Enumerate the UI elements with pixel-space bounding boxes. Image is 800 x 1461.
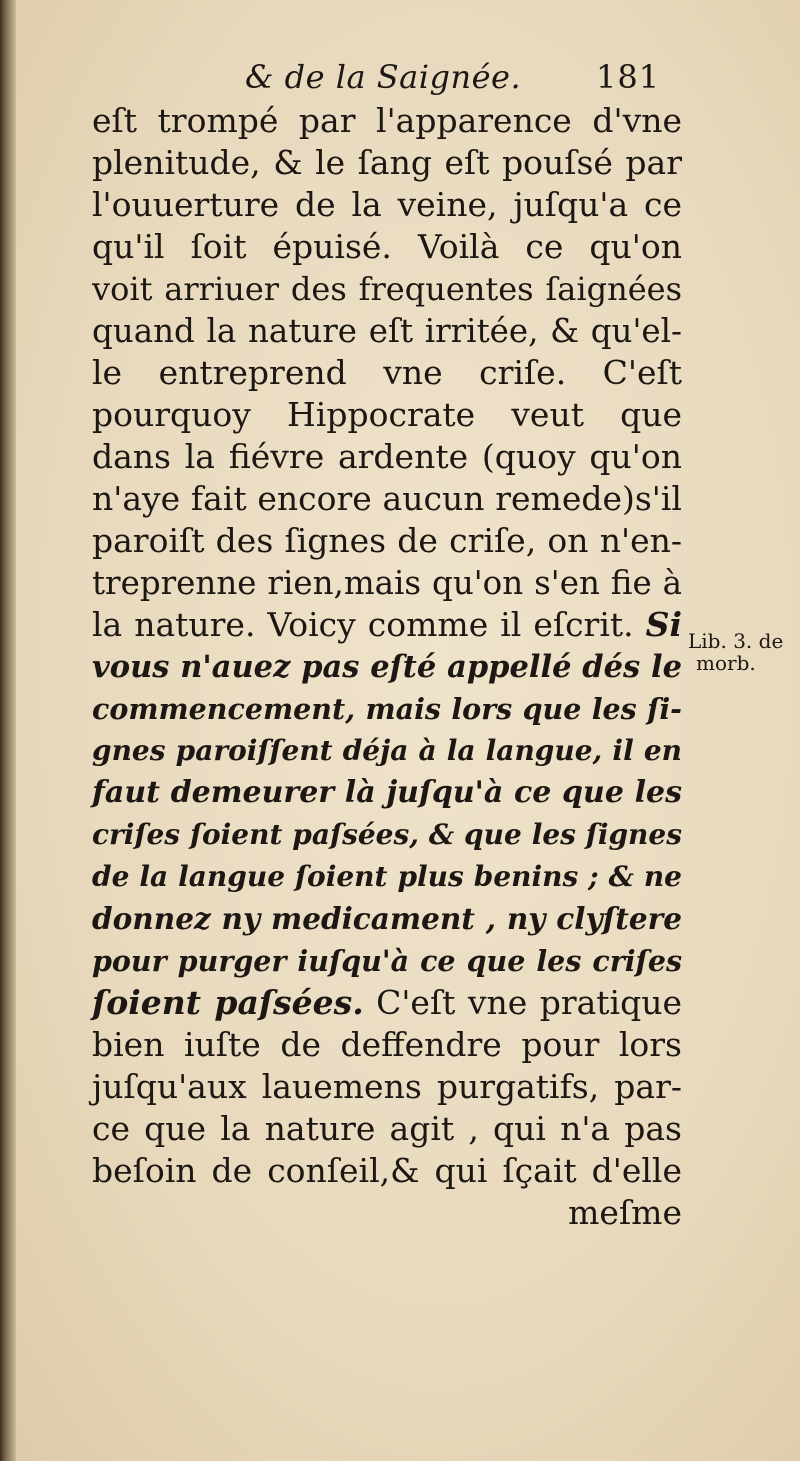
quote-line: commencement, mais lors que les ſi- xyxy=(92,692,682,726)
running-head xyxy=(0,58,800,102)
text-line: voit arriuer des frequentes ſaignées xyxy=(92,270,682,308)
text-line-roman: la nature. Voicy comme il eſcrit. xyxy=(92,605,634,644)
quote-line: faut demeurer là juſqu'à ce que les xyxy=(92,775,682,810)
text-line: beſoin de conſeil,& qui ſçait d'elle xyxy=(92,1151,682,1190)
text-line: ce que la nature agit , qui n'a pas xyxy=(92,1109,682,1148)
catchword: meſme xyxy=(568,1193,682,1232)
text-line: juſqu'aux lauemens purgatifs, par- xyxy=(92,1067,682,1106)
quote-line: de la langue ſoient plus benins ; & ne xyxy=(92,860,682,893)
text-line: bien iuſte de deffendre pour lors xyxy=(92,1025,682,1064)
margin-note-line: morb. xyxy=(696,651,756,675)
quote-end-italic: ſoient paſsées. xyxy=(92,983,364,1022)
running-title: & de la Saignée. xyxy=(245,58,522,96)
text-line: n'aye fait encore aucun remede)s'il xyxy=(92,479,682,518)
page-number: 181 xyxy=(596,58,661,96)
quote-line: gnes paroiſſent déja à la langue, il en xyxy=(92,734,682,767)
text-line: le entreprend vne criſe. C'eſt xyxy=(92,353,682,392)
text-line: plenitude, & le ſang eſt pouſsé par xyxy=(92,143,682,182)
quote-line: vous n'auez pas eſté appellé dés le xyxy=(92,649,682,685)
text-line: dans la fiévre ardente (quoy qu'on xyxy=(92,437,682,476)
binding-edge xyxy=(0,0,16,1461)
quote-line: pour purger iuſqu'à ce que les criſes xyxy=(92,944,682,978)
text-line: paroiſt des ſignes de criſe, on n'en- xyxy=(92,521,682,560)
text-line: l'ouuerture de la veine, juſqu'a ce xyxy=(92,185,682,224)
text-line-with-quote-end xyxy=(92,982,682,1024)
text-line: treprenne rien,mais qu'on s'en fie à xyxy=(92,564,682,602)
text-line: quand la nature eſt irritée, & qu'el- xyxy=(92,312,682,350)
text-line-with-quote-start xyxy=(92,604,682,646)
text-line: qu'il ſoit épuisé. Voilà ce qu'on xyxy=(92,227,682,266)
quote-line: criſes ſoient paſsées, & que les ſignes xyxy=(92,818,682,851)
body-text xyxy=(92,100,682,1234)
quote-start-italic: Si xyxy=(645,605,683,644)
text-line: eſt trompé par l'apparence d'vne xyxy=(92,101,682,140)
margin-note-line: Lib. 3. de xyxy=(688,629,784,653)
text-line: pourquoy Hippocrate veut que xyxy=(92,395,682,434)
quote-line: donnez ny medicament , ny clyſtere xyxy=(92,901,682,936)
margin-note xyxy=(688,630,800,674)
text-line-roman: C'eſt vne pratique xyxy=(376,983,682,1022)
